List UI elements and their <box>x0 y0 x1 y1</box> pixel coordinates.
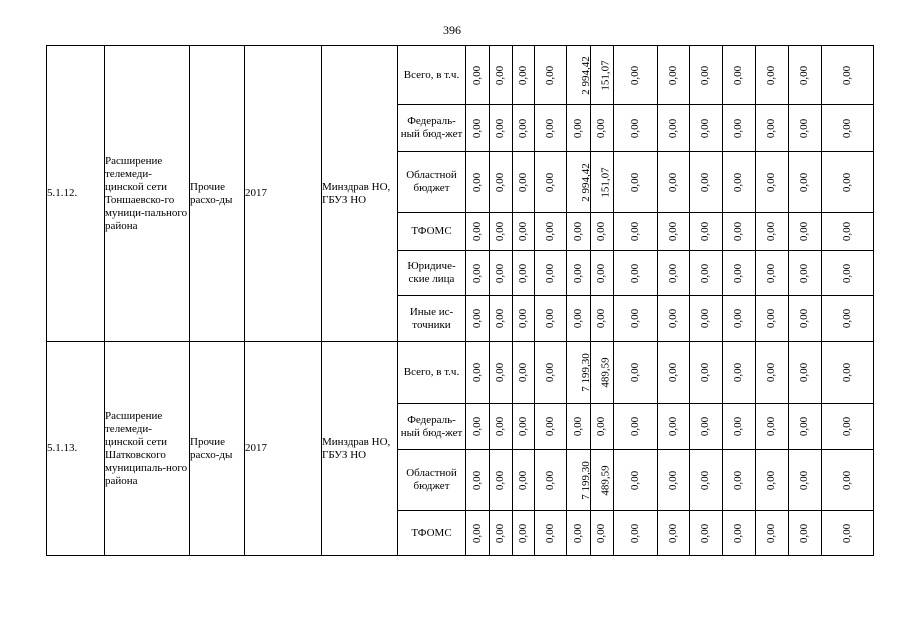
value-cell: 0,00 <box>494 172 507 192</box>
value-cell: 0,00 <box>841 118 853 138</box>
value-cell: 151,07 <box>599 166 612 198</box>
expense-type: Прочие расхо-ды <box>190 342 245 556</box>
year: 2017 <box>245 342 322 556</box>
value-cell: 0,00 <box>765 523 778 543</box>
value-cell: 0,00 <box>471 172 483 192</box>
program-name: Расширение телемеди-цинской сети Тоншаевско-го муници-пального района <box>105 46 190 342</box>
funding-source: Федераль-ный бюд-жет <box>398 404 466 450</box>
page-number: 396 <box>443 23 461 37</box>
value-cell: 0,00 <box>765 470 778 490</box>
value-cell: 0,00 <box>798 416 811 437</box>
value-cell: 0,00 <box>471 263 483 283</box>
value-cell: 0,00 <box>699 362 712 383</box>
value-cell: 0,00 <box>699 470 712 490</box>
value-cell: 7 199,30 <box>579 460 592 500</box>
value-cell: 2 994,42 <box>579 162 592 202</box>
table-row <box>47 46 874 105</box>
value-cell: 0,00 <box>471 308 483 329</box>
value-cell: 0,00 <box>699 523 712 543</box>
value-cell: 0,00 <box>471 118 483 138</box>
value-cell: 0,00 <box>471 65 483 85</box>
value-cell: 0,00 <box>765 65 778 85</box>
value-cell: 0,00 <box>841 416 853 437</box>
value-cell: 0,00 <box>517 172 529 192</box>
value-cell: 0,00 <box>841 65 853 85</box>
value-cell: 0,00 <box>841 523 853 543</box>
value-cell: 0,00 <box>629 523 641 543</box>
executor: Минздрав НО, ГБУЗ НО <box>322 46 398 342</box>
value-cell: 0,00 <box>667 470 679 490</box>
value-cell: 0,00 <box>841 308 853 329</box>
value-cell: 0,00 <box>595 523 608 543</box>
value-cell: 0,00 <box>765 308 778 329</box>
value-cell: 0,00 <box>732 523 745 543</box>
value-cell: 0,00 <box>544 308 556 329</box>
value-cell: 0,00 <box>517 221 529 242</box>
value-cell: 0,00 <box>517 523 529 543</box>
value-cell: 0,00 <box>544 172 556 192</box>
year: 2017 <box>245 46 322 342</box>
value-cell: 0,00 <box>765 221 778 242</box>
value-cell: 489,59 <box>599 357 612 388</box>
value-cell: 0,00 <box>595 308 608 329</box>
value-cell: 0,00 <box>732 263 745 283</box>
value-cell: 0,00 <box>667 362 679 383</box>
value-cell: 0,00 <box>494 118 507 138</box>
value-cell: 0,00 <box>798 172 811 192</box>
funding-source: Всего, в т.ч. <box>398 46 466 105</box>
value-cell: 0,00 <box>732 308 745 329</box>
value-cell: 0,00 <box>798 263 811 283</box>
value-cell: 0,00 <box>471 221 483 242</box>
funding-source: Юридиче-ские лица <box>398 251 466 296</box>
value-cell: 0,00 <box>544 362 556 383</box>
value-cell: 0,00 <box>798 470 811 490</box>
value-cell: 0,00 <box>765 263 778 283</box>
value-cell: 0,00 <box>544 470 556 490</box>
value-cell: 0,00 <box>494 263 507 283</box>
value-cell: 0,00 <box>699 118 712 138</box>
value-cell: 0,00 <box>471 362 483 383</box>
value-cell: 0,00 <box>765 362 778 383</box>
value-cell: 0,00 <box>494 221 507 242</box>
value-cell: 0,00 <box>595 263 608 283</box>
value-cell: 0,00 <box>517 362 529 383</box>
value-cell: 0,00 <box>798 308 811 329</box>
value-cell: 0,00 <box>629 362 641 383</box>
value-cell: 0,00 <box>494 308 507 329</box>
value-cell: 0,00 <box>572 523 584 543</box>
value-cell: 0,00 <box>517 65 529 85</box>
value-cell: 0,00 <box>667 221 679 242</box>
value-cell: 0,00 <box>544 263 556 283</box>
value-cell: 2 994,42 <box>579 55 592 95</box>
value-cell: 0,00 <box>841 172 853 192</box>
table-row <box>47 342 874 404</box>
value-cell: 0,00 <box>572 263 584 283</box>
value-cell: 0,00 <box>629 65 641 85</box>
funding-source: Областной бюджет <box>398 450 466 511</box>
value-cell: 0,00 <box>699 308 712 329</box>
value-cell: 0,00 <box>517 308 529 329</box>
value-cell: 489,59 <box>599 464 612 496</box>
funding-source: Иные ис-точники <box>398 296 466 342</box>
value-cell: 0,00 <box>629 416 641 437</box>
value-cell: 0,00 <box>732 221 745 242</box>
funding-source: Всего, в т.ч. <box>398 342 466 404</box>
value-cell: 0,00 <box>841 263 853 283</box>
funding-source: ТФОМС <box>398 213 466 251</box>
value-cell: 0,00 <box>667 263 679 283</box>
value-cell: 0,00 <box>544 416 556 437</box>
value-cell: 0,00 <box>629 308 641 329</box>
value-cell: 0,00 <box>544 118 556 138</box>
value-cell: 0,00 <box>732 118 745 138</box>
value-cell: 0,00 <box>517 263 529 283</box>
value-cell: 0,00 <box>798 523 811 543</box>
value-cell: 0,00 <box>471 470 483 490</box>
value-cell: 0,00 <box>798 118 811 138</box>
funding-source: ТФОМС <box>398 511 466 556</box>
value-cell: 0,00 <box>732 172 745 192</box>
value-cell: 0,00 <box>798 65 811 85</box>
value-cell: 7 199,30 <box>579 353 592 392</box>
value-cell: 0,00 <box>494 523 507 543</box>
value-cell: 0,00 <box>841 470 853 490</box>
value-cell: 0,00 <box>732 470 745 490</box>
value-cell: 0,00 <box>765 172 778 192</box>
value-cell: 0,00 <box>765 118 778 138</box>
value-cell: 0,00 <box>699 172 712 192</box>
value-cell: 0,00 <box>629 221 641 242</box>
value-cell: 0,00 <box>629 172 641 192</box>
value-cell: 0,00 <box>494 362 507 383</box>
value-cell: 0,00 <box>798 362 811 383</box>
value-cell: 0,00 <box>629 118 641 138</box>
value-cell: 0,00 <box>667 308 679 329</box>
value-cell: 0,00 <box>544 221 556 242</box>
value-cell: 0,00 <box>667 523 679 543</box>
value-cell: 0,00 <box>471 523 483 543</box>
value-cell: 0,00 <box>572 118 584 138</box>
value-cell: 0,00 <box>517 470 529 490</box>
value-cell: 0,00 <box>629 470 641 490</box>
funding-source: Федераль-ный бюд-жет <box>398 105 466 152</box>
value-cell: 0,00 <box>595 118 608 138</box>
value-cell: 0,00 <box>572 221 584 242</box>
value-cell: 0,00 <box>732 65 745 85</box>
value-cell: 0,00 <box>572 416 584 437</box>
value-cell: 0,00 <box>699 263 712 283</box>
value-cell: 0,00 <box>667 118 679 138</box>
value-cell: 0,00 <box>544 523 556 543</box>
program-code: 5.1.12. <box>47 46 105 342</box>
expense-type: Прочие расхо-ды <box>190 46 245 342</box>
value-cell: 0,00 <box>732 416 745 437</box>
program-name: Расширение телемеди-цинской сети Шатковского муниципаль-ного района <box>105 342 190 556</box>
value-cell: 0,00 <box>667 416 679 437</box>
value-cell: 0,00 <box>494 416 507 437</box>
value-cell: 0,00 <box>572 308 584 329</box>
value-cell: 151,07 <box>599 59 612 91</box>
value-cell: 0,00 <box>544 65 556 85</box>
value-cell: 0,00 <box>765 416 778 437</box>
executor: Минздрав НО, ГБУЗ НО <box>322 342 398 556</box>
value-cell: 0,00 <box>732 362 745 383</box>
funding-source: Областной бюджет <box>398 152 466 213</box>
value-cell: 0,00 <box>699 416 712 437</box>
value-cell: 0,00 <box>699 65 712 85</box>
program-code: 5.1.13. <box>47 342 105 556</box>
value-cell: 0,00 <box>699 221 712 242</box>
value-cell: 0,00 <box>595 221 608 242</box>
value-cell: 0,00 <box>667 65 679 85</box>
value-cell: 0,00 <box>595 416 608 437</box>
value-cell: 0,00 <box>494 470 507 490</box>
value-cell: 0,00 <box>629 263 641 283</box>
value-cell: 0,00 <box>841 221 853 242</box>
value-cell: 0,00 <box>471 416 483 437</box>
budget-table <box>46 45 874 556</box>
value-cell: 0,00 <box>494 65 507 85</box>
value-cell: 0,00 <box>517 416 529 437</box>
value-cell: 0,00 <box>517 118 529 138</box>
value-cell: 0,00 <box>667 172 679 192</box>
value-cell: 0,00 <box>798 221 811 242</box>
value-cell: 0,00 <box>841 362 853 383</box>
